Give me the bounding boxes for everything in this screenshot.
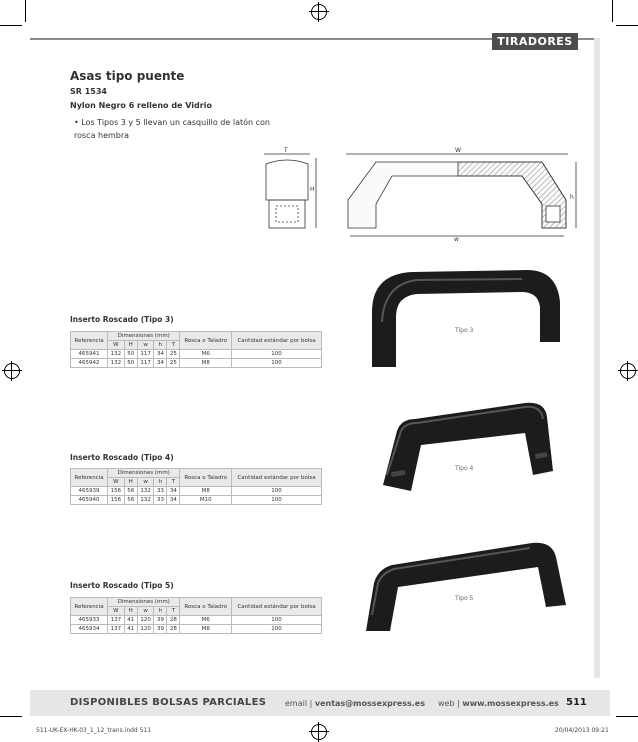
section-title-tipo4: Inserto Roscado (Tipo 4) bbox=[70, 453, 174, 462]
table-cell: H bbox=[124, 478, 137, 487]
table-cell: Cantidad estándar por bolsa bbox=[232, 598, 322, 616]
table-cell: 50 bbox=[124, 350, 137, 359]
table-row bbox=[71, 350, 322, 359]
page-number: 511 bbox=[566, 697, 587, 708]
col-header-cantidad: Cantidad estándar por bolsa bbox=[232, 332, 322, 350]
table-cell: 34 bbox=[167, 496, 180, 505]
table-cell: 156 bbox=[108, 487, 125, 496]
table-cell: 132 bbox=[137, 496, 154, 505]
col-header-T: T bbox=[167, 341, 180, 350]
category-tab: TIRADORES bbox=[492, 33, 578, 50]
table-cell: T bbox=[167, 607, 180, 616]
table-cell: 34 bbox=[167, 487, 180, 496]
table-cell: Referencia bbox=[71, 469, 108, 487]
table-cell: 100 bbox=[232, 625, 322, 634]
table-cell: w bbox=[137, 607, 154, 616]
table-cell: 465940 bbox=[71, 496, 108, 505]
crop-mark bbox=[0, 716, 22, 717]
table-cell: 39 bbox=[154, 625, 167, 634]
table-cell: 132 bbox=[137, 487, 154, 496]
table-cell: H bbox=[124, 607, 137, 616]
slug-date: 20/04/2013 09:21 bbox=[555, 727, 609, 734]
table-cell: 100 bbox=[232, 616, 322, 625]
col-header-H: H bbox=[124, 341, 137, 350]
table-cell: 50 bbox=[124, 359, 137, 368]
table-cell: T bbox=[167, 478, 180, 487]
table-cell: M8 bbox=[180, 625, 232, 634]
table-cell: 34 bbox=[154, 359, 167, 368]
table-cell: w bbox=[137, 478, 154, 487]
table-row bbox=[71, 616, 322, 625]
dim-w-lower-label: w bbox=[454, 236, 459, 242]
table-header-row bbox=[71, 332, 322, 341]
table-cell: Referencia bbox=[71, 598, 108, 616]
registration-mark-icon bbox=[311, 4, 327, 20]
table-cell: 56 bbox=[124, 496, 137, 505]
table-cell: 100 bbox=[232, 359, 322, 368]
table-cell: M10 bbox=[180, 496, 232, 505]
dim-t-label: T bbox=[284, 147, 288, 154]
type-label-tipo5: Tipo 5 bbox=[455, 595, 474, 602]
spec-table-tipo3 bbox=[70, 331, 322, 368]
table-cell: Dimensiones (mm) bbox=[108, 469, 180, 478]
table-cell: W bbox=[108, 607, 125, 616]
table-row bbox=[71, 359, 322, 368]
table-cell: 137 bbox=[108, 625, 125, 634]
table-cell: M8 bbox=[180, 487, 232, 496]
type-label-tipo3: Tipo 3 bbox=[455, 327, 474, 334]
spec-table-tipo5 bbox=[70, 597, 322, 634]
col-header-referencia: Referencia bbox=[71, 332, 108, 350]
handle-image-tipo3 bbox=[362, 262, 572, 372]
table-cell: 41 bbox=[124, 616, 137, 625]
product-note: • Los Tipos 3 y 5 llevan un casquillo de latón con rosca hembra bbox=[74, 118, 270, 140]
table-cell: M6 bbox=[180, 616, 232, 625]
technical-drawing bbox=[250, 142, 590, 242]
table-cell: 39 bbox=[154, 616, 167, 625]
footer-tagline: DISPONIBLES BOLSAS PARCIALES bbox=[70, 697, 267, 708]
table-cell: 100 bbox=[232, 496, 322, 505]
table-cell: 465941 bbox=[71, 350, 108, 359]
table-cell: 117 bbox=[137, 350, 154, 359]
table-row bbox=[71, 496, 322, 505]
dim-h-small-label: h bbox=[570, 194, 574, 201]
footer-email-link[interactable]: ventas@mossexpress.es bbox=[314, 699, 425, 708]
table-cell: 34 bbox=[154, 350, 167, 359]
col-header-w: w bbox=[137, 341, 154, 350]
table-cell: Cantidad estándar por bolsa bbox=[232, 469, 322, 487]
table-row bbox=[71, 625, 322, 634]
table-cell: 25 bbox=[167, 350, 180, 359]
side-bar bbox=[594, 38, 600, 678]
table-cell: 156 bbox=[108, 496, 125, 505]
footer-web-label: web | bbox=[438, 699, 460, 708]
table-header-row bbox=[71, 598, 322, 607]
table-cell: 28 bbox=[167, 625, 180, 634]
crop-mark bbox=[612, 0, 613, 22]
section-title-tipo5: Inserto Roscado (Tipo 5) bbox=[70, 581, 174, 590]
registration-mark-icon bbox=[311, 724, 327, 740]
product-material: Nylon Negro 6 relleno de Vidrio bbox=[70, 101, 212, 110]
footer-email-label: email | bbox=[285, 699, 313, 708]
table-cell: 56 bbox=[124, 487, 137, 496]
table-header-row bbox=[71, 469, 322, 478]
handle-image-tipo4 bbox=[375, 395, 575, 505]
table-cell: 120 bbox=[137, 625, 154, 634]
dim-w-upper-label: W bbox=[455, 147, 461, 154]
table-cell: 465934 bbox=[71, 625, 108, 634]
table-cell: Rosca o Taladro bbox=[180, 598, 232, 616]
table-cell: 465939 bbox=[71, 487, 108, 496]
spec-table-tipo4 bbox=[70, 468, 322, 505]
col-header-rosca: Rosca o Taladro bbox=[180, 332, 232, 350]
footer-email bbox=[285, 699, 425, 708]
registration-mark-icon bbox=[620, 363, 636, 379]
table-cell: 33 bbox=[154, 487, 167, 496]
col-header-dimensiones: Dimensiones (mm) bbox=[108, 332, 180, 341]
table-cell: 33 bbox=[154, 496, 167, 505]
table-cell: 28 bbox=[167, 616, 180, 625]
table-cell: 41 bbox=[124, 625, 137, 634]
table-cell: 100 bbox=[232, 487, 322, 496]
crop-mark bbox=[25, 0, 26, 22]
table-cell: 132 bbox=[108, 359, 125, 368]
table-cell: W bbox=[108, 478, 125, 487]
table-cell: 117 bbox=[137, 359, 154, 368]
col-header-W: W bbox=[108, 341, 125, 350]
table-cell: 100 bbox=[232, 350, 322, 359]
registration-mark-icon bbox=[4, 363, 20, 379]
table-cell: 465933 bbox=[71, 616, 108, 625]
crop-mark bbox=[616, 716, 638, 717]
table-cell: Dimensiones (mm) bbox=[108, 598, 180, 607]
crop-mark bbox=[616, 25, 638, 26]
table-cell: 132 bbox=[108, 350, 125, 359]
slug-file: 511-UK-EX-HK-03_1_12_trans.indd 511 bbox=[36, 727, 152, 734]
table-cell: 137 bbox=[108, 616, 125, 625]
table-cell: 120 bbox=[137, 616, 154, 625]
table-cell: Rosca o Taladro bbox=[180, 469, 232, 487]
type-label-tipo4: Tipo 4 bbox=[455, 465, 474, 472]
page-title: Asas tipo puente bbox=[70, 69, 185, 83]
product-code: SR 1534 bbox=[70, 87, 107, 96]
table-cell: M6 bbox=[180, 350, 232, 359]
table-cell: 25 bbox=[167, 359, 180, 368]
footer-web-link[interactable]: www.mossexpress.es bbox=[462, 699, 559, 708]
handle-image-tipo5 bbox=[360, 535, 575, 635]
col-header-h: h bbox=[154, 341, 167, 350]
table-cell: h bbox=[154, 478, 167, 487]
table-cell: 465942 bbox=[71, 359, 108, 368]
dim-h-label: H bbox=[310, 186, 315, 193]
crop-mark bbox=[0, 25, 22, 26]
table-row bbox=[71, 487, 322, 496]
section-title-tipo3: Inserto Roscado (Tipo 3) bbox=[70, 315, 174, 324]
table-cell: h bbox=[154, 607, 167, 616]
table-cell: M8 bbox=[180, 359, 232, 368]
footer-web bbox=[438, 699, 559, 708]
